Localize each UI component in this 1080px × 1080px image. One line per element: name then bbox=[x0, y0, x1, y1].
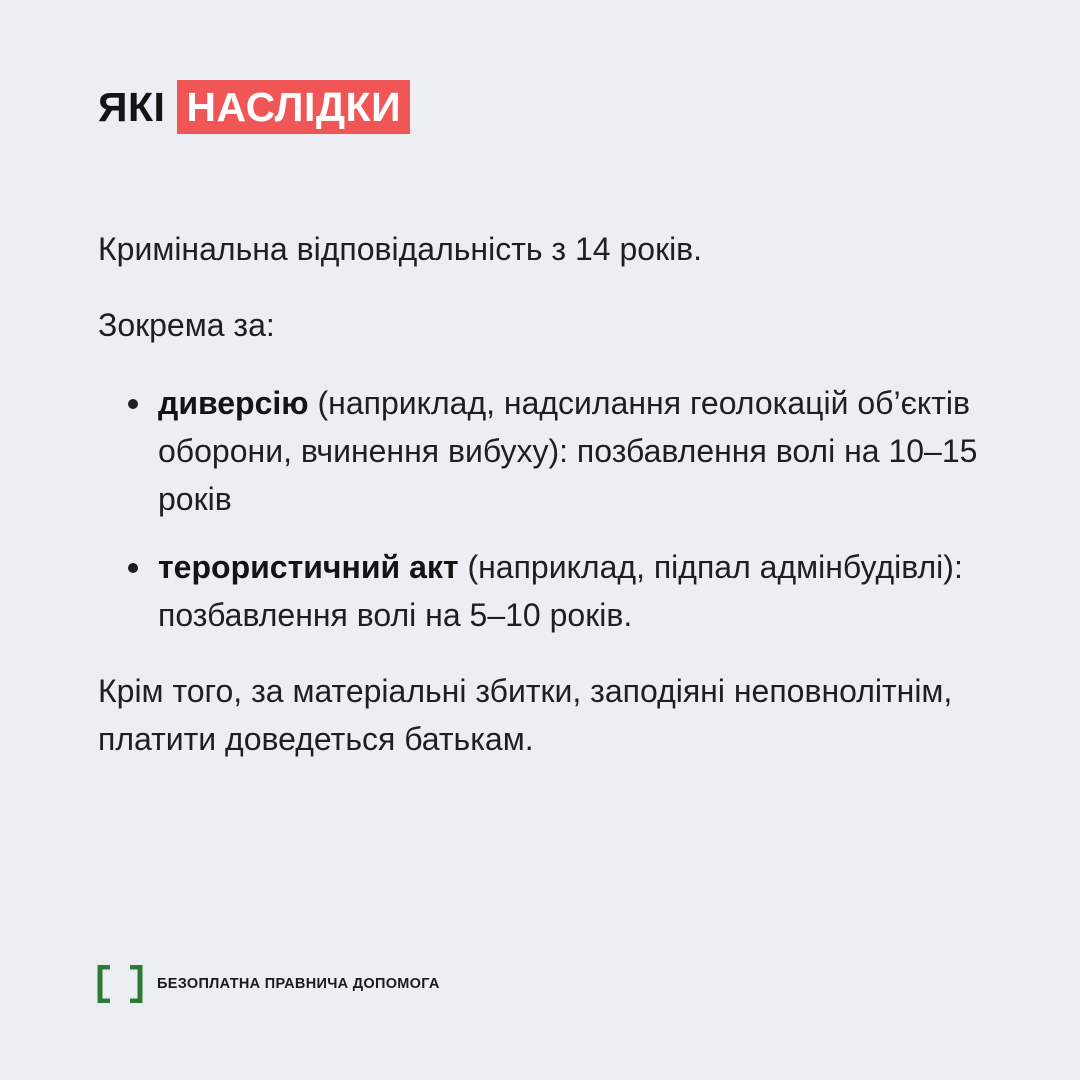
title-highlight: НАСЛІДКИ bbox=[177, 80, 410, 134]
list-item bbox=[98, 543, 998, 639]
outro-text: Крім того, за матеріальні збитки, заподіяні неповнолітнім, платити доведеться батькам. bbox=[98, 673, 953, 757]
list-item-text: (наприклад, підпал адмінбудівлі): позбавлення волі на 5–10 років. bbox=[158, 549, 963, 633]
list-item bbox=[98, 379, 998, 523]
list-item-term: диверсію bbox=[158, 385, 309, 421]
list-item-text: (наприклад, надсилання геолокацій об’єктів оборони, вчинення вибуху): позбавлення волі на 10–15 років bbox=[158, 385, 978, 517]
bullet-dot-icon bbox=[128, 399, 138, 409]
main-content bbox=[98, 225, 998, 763]
list-item-term: терористичний акт bbox=[158, 549, 459, 585]
page-title bbox=[98, 80, 410, 134]
org-name: БЕЗОПЛАТНА ПРАВНИЧА ДОПОМОГА bbox=[157, 976, 440, 992]
brackets-icon bbox=[97, 965, 143, 1003]
intro-text: Кримінальна відповідальність з 14 років. bbox=[98, 231, 703, 267]
bullet-dot-icon bbox=[128, 563, 138, 573]
footer bbox=[97, 965, 440, 1003]
title-plain: ЯКІ bbox=[98, 83, 166, 130]
sub-heading: Зокрема за: bbox=[98, 307, 275, 343]
consequences-list bbox=[98, 379, 998, 639]
